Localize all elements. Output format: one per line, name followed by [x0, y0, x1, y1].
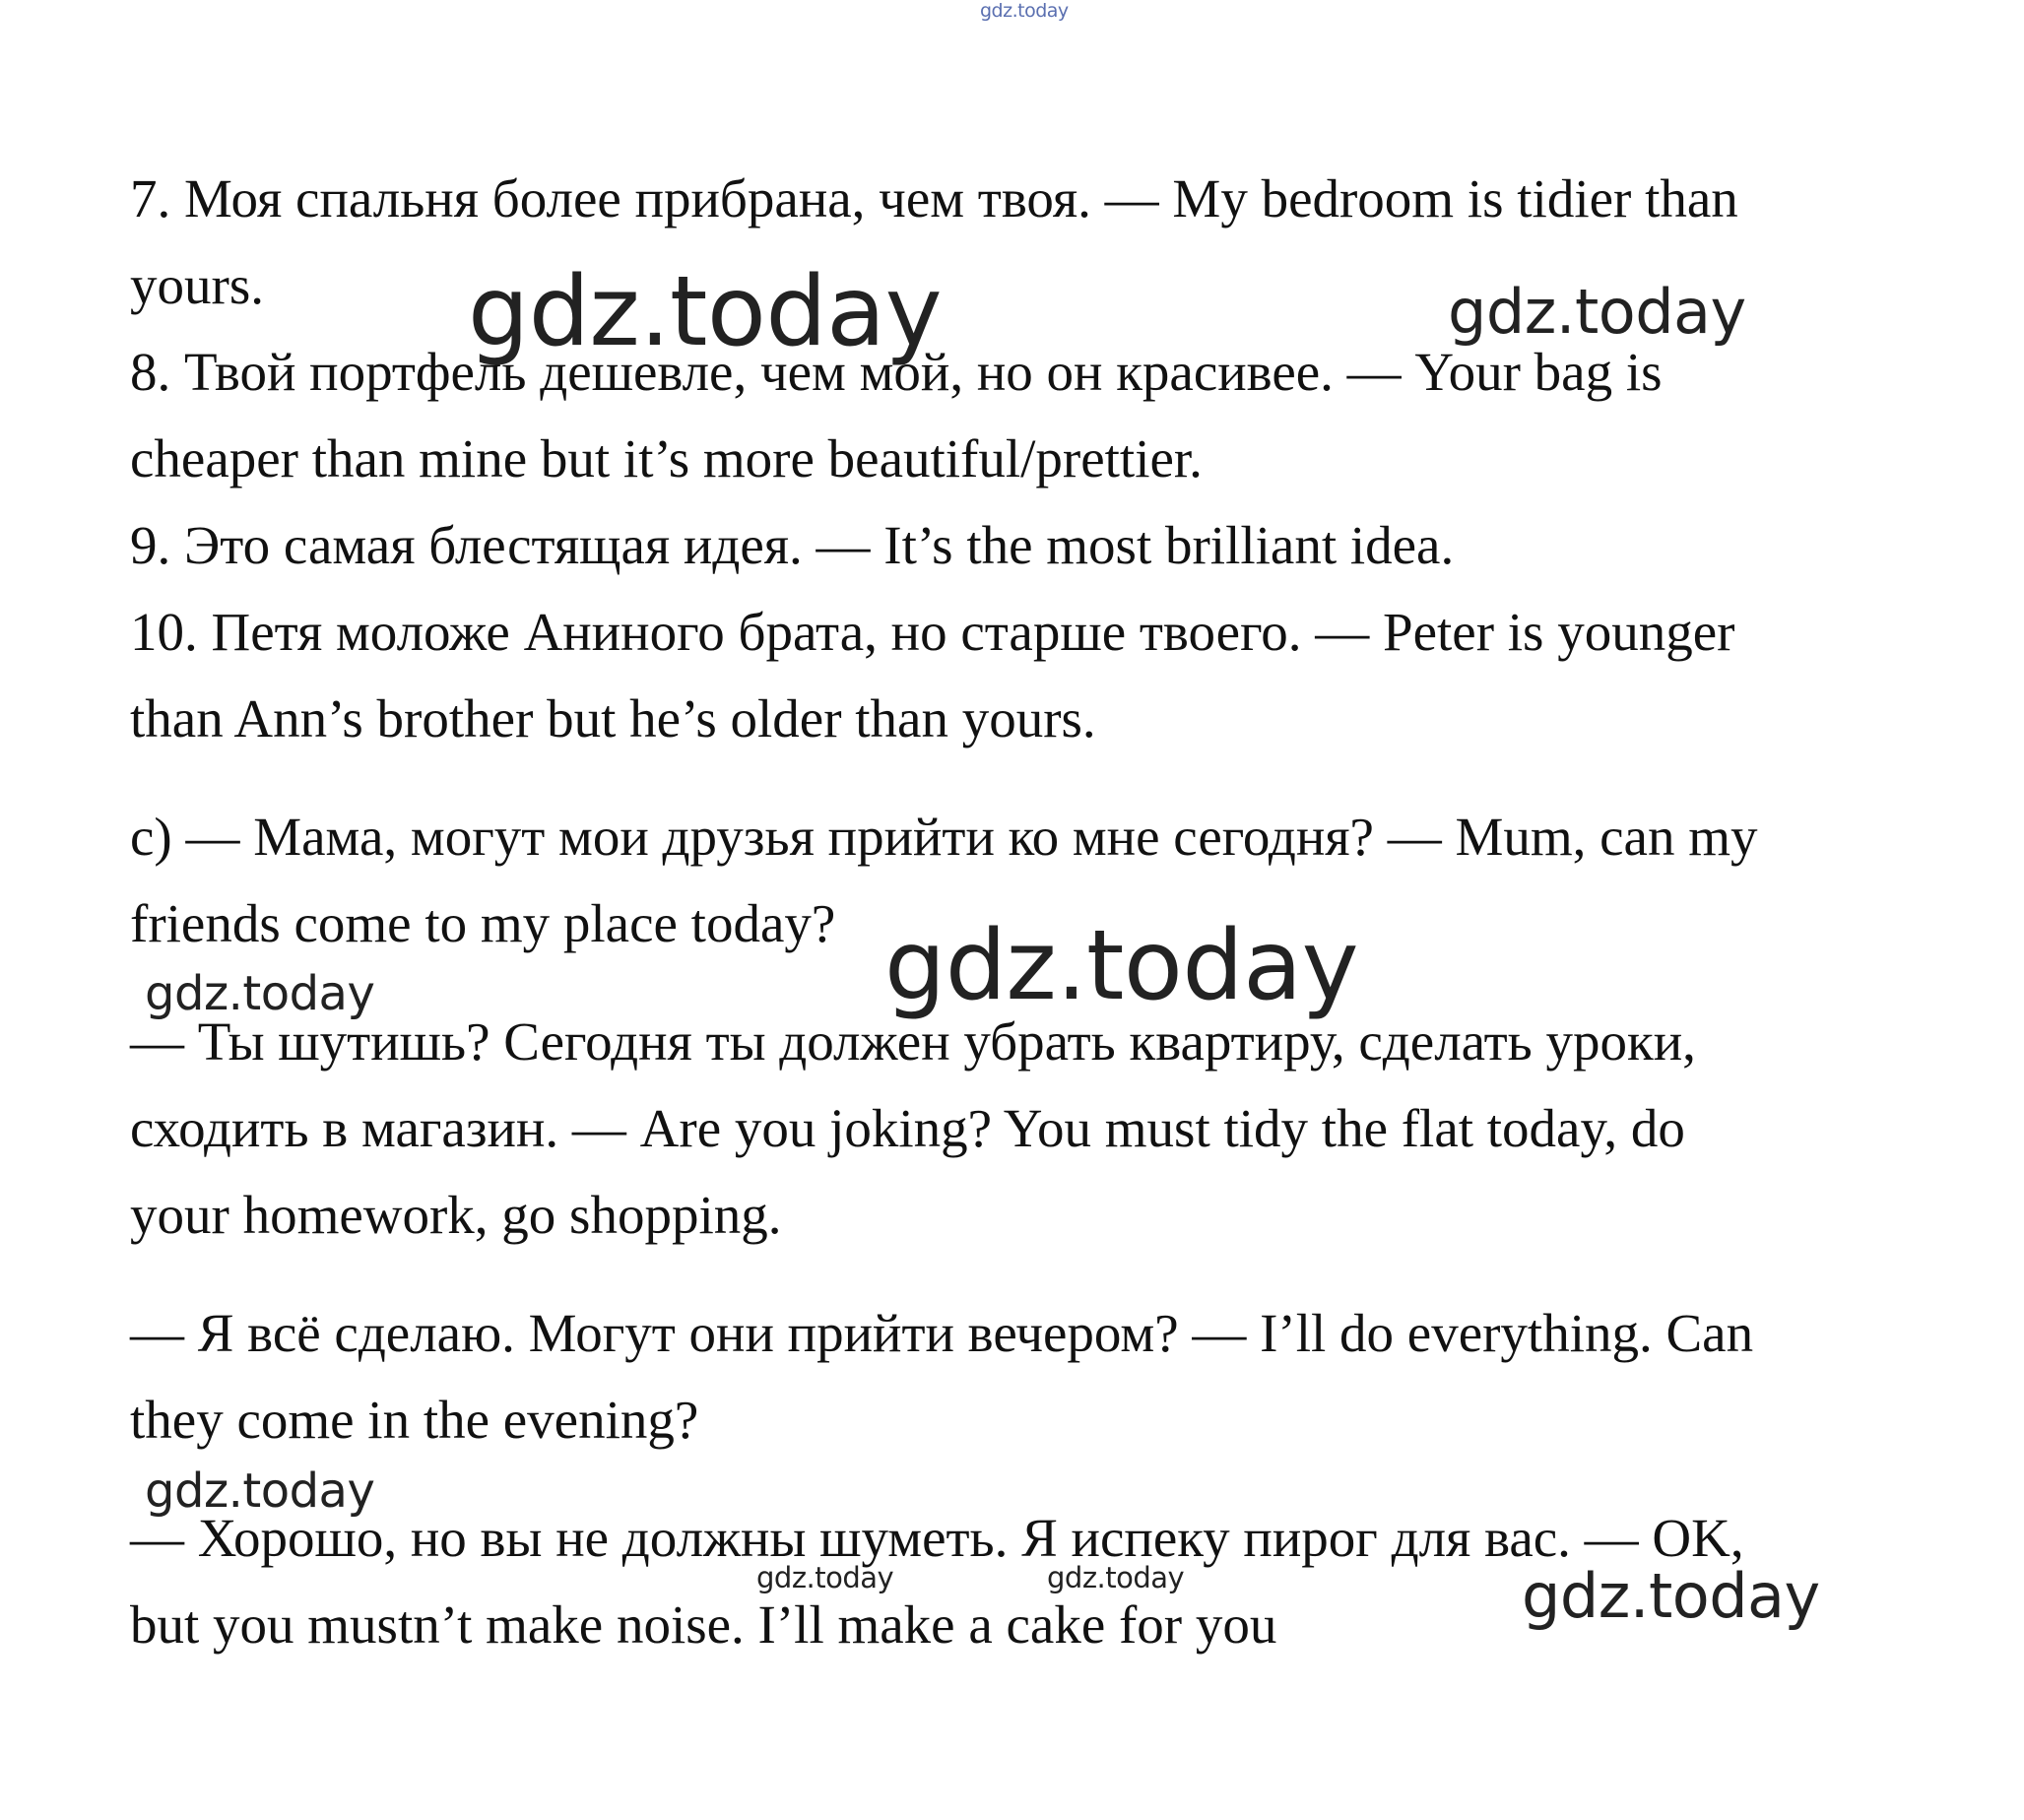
text-line-16: but you mustn’t make noise. I’ll make a cake for you: [130, 1594, 1277, 1655]
text-line-7: than Ann’s brother but he’s older than yours.: [130, 688, 1096, 748]
watermark-small: gdz.today: [145, 1463, 375, 1519]
text-line-8: c) — Мама, могут мои друзья прийти ко мне сегодня? — Mum, can my: [130, 807, 1758, 867]
text-line-5: 9. Это самая блестящая идея. — It’s the most brilliant idea.: [130, 515, 1455, 575]
text-line-11: сходить в магазин. — Are you joking? You must tidy the flat today, do: [130, 1098, 1685, 1158]
text-line-13: — Я всё сделаю. Могут они прийти вечером? — I’ll do everything. Can: [130, 1303, 1754, 1363]
text-line-9: friends come to my place today?: [130, 893, 836, 953]
text-line-15: — Хорошо, но вы не должны шуметь. Я испеку пирог для вас. — OK,: [130, 1508, 1744, 1568]
text-line-1: 7. Моя спальня более прибрана, чем твоя. — My bedroom is tidier than: [130, 168, 1738, 228]
watermark-large: gdz.today: [884, 910, 1359, 1022]
watermark-medium: gdz.today: [1448, 276, 1746, 348]
text-line-2: yours.: [130, 255, 264, 315]
watermark-medium: gdz.today: [1522, 1560, 1820, 1632]
text-line-12: your homework, go shopping.: [130, 1185, 782, 1245]
text-line-10: — Ты шутишь? Сегодня ты должен убрать квартиру, сделать уроки,: [130, 1011, 1696, 1072]
watermark-top: gdz.today: [980, 0, 1069, 22]
watermark-tiny: gdz.today: [1047, 1561, 1185, 1594]
text-line-14: they come in the evening?: [130, 1390, 699, 1450]
watermark-large: gdz.today: [468, 256, 943, 368]
text-line-3: 8. Твой портфель дешевле, чем мой, но он красивее. — Your bag is: [130, 342, 1663, 402]
watermark-tiny: gdz.today: [756, 1561, 894, 1594]
text-line-4: cheaper than mine but it’s more beautiful/prettier.: [130, 428, 1203, 488]
text-line-6: 10. Петя моложе Аниного брата, но старше твоего. — Peter is younger: [130, 602, 1735, 662]
watermark-small: gdz.today: [145, 966, 375, 1021]
